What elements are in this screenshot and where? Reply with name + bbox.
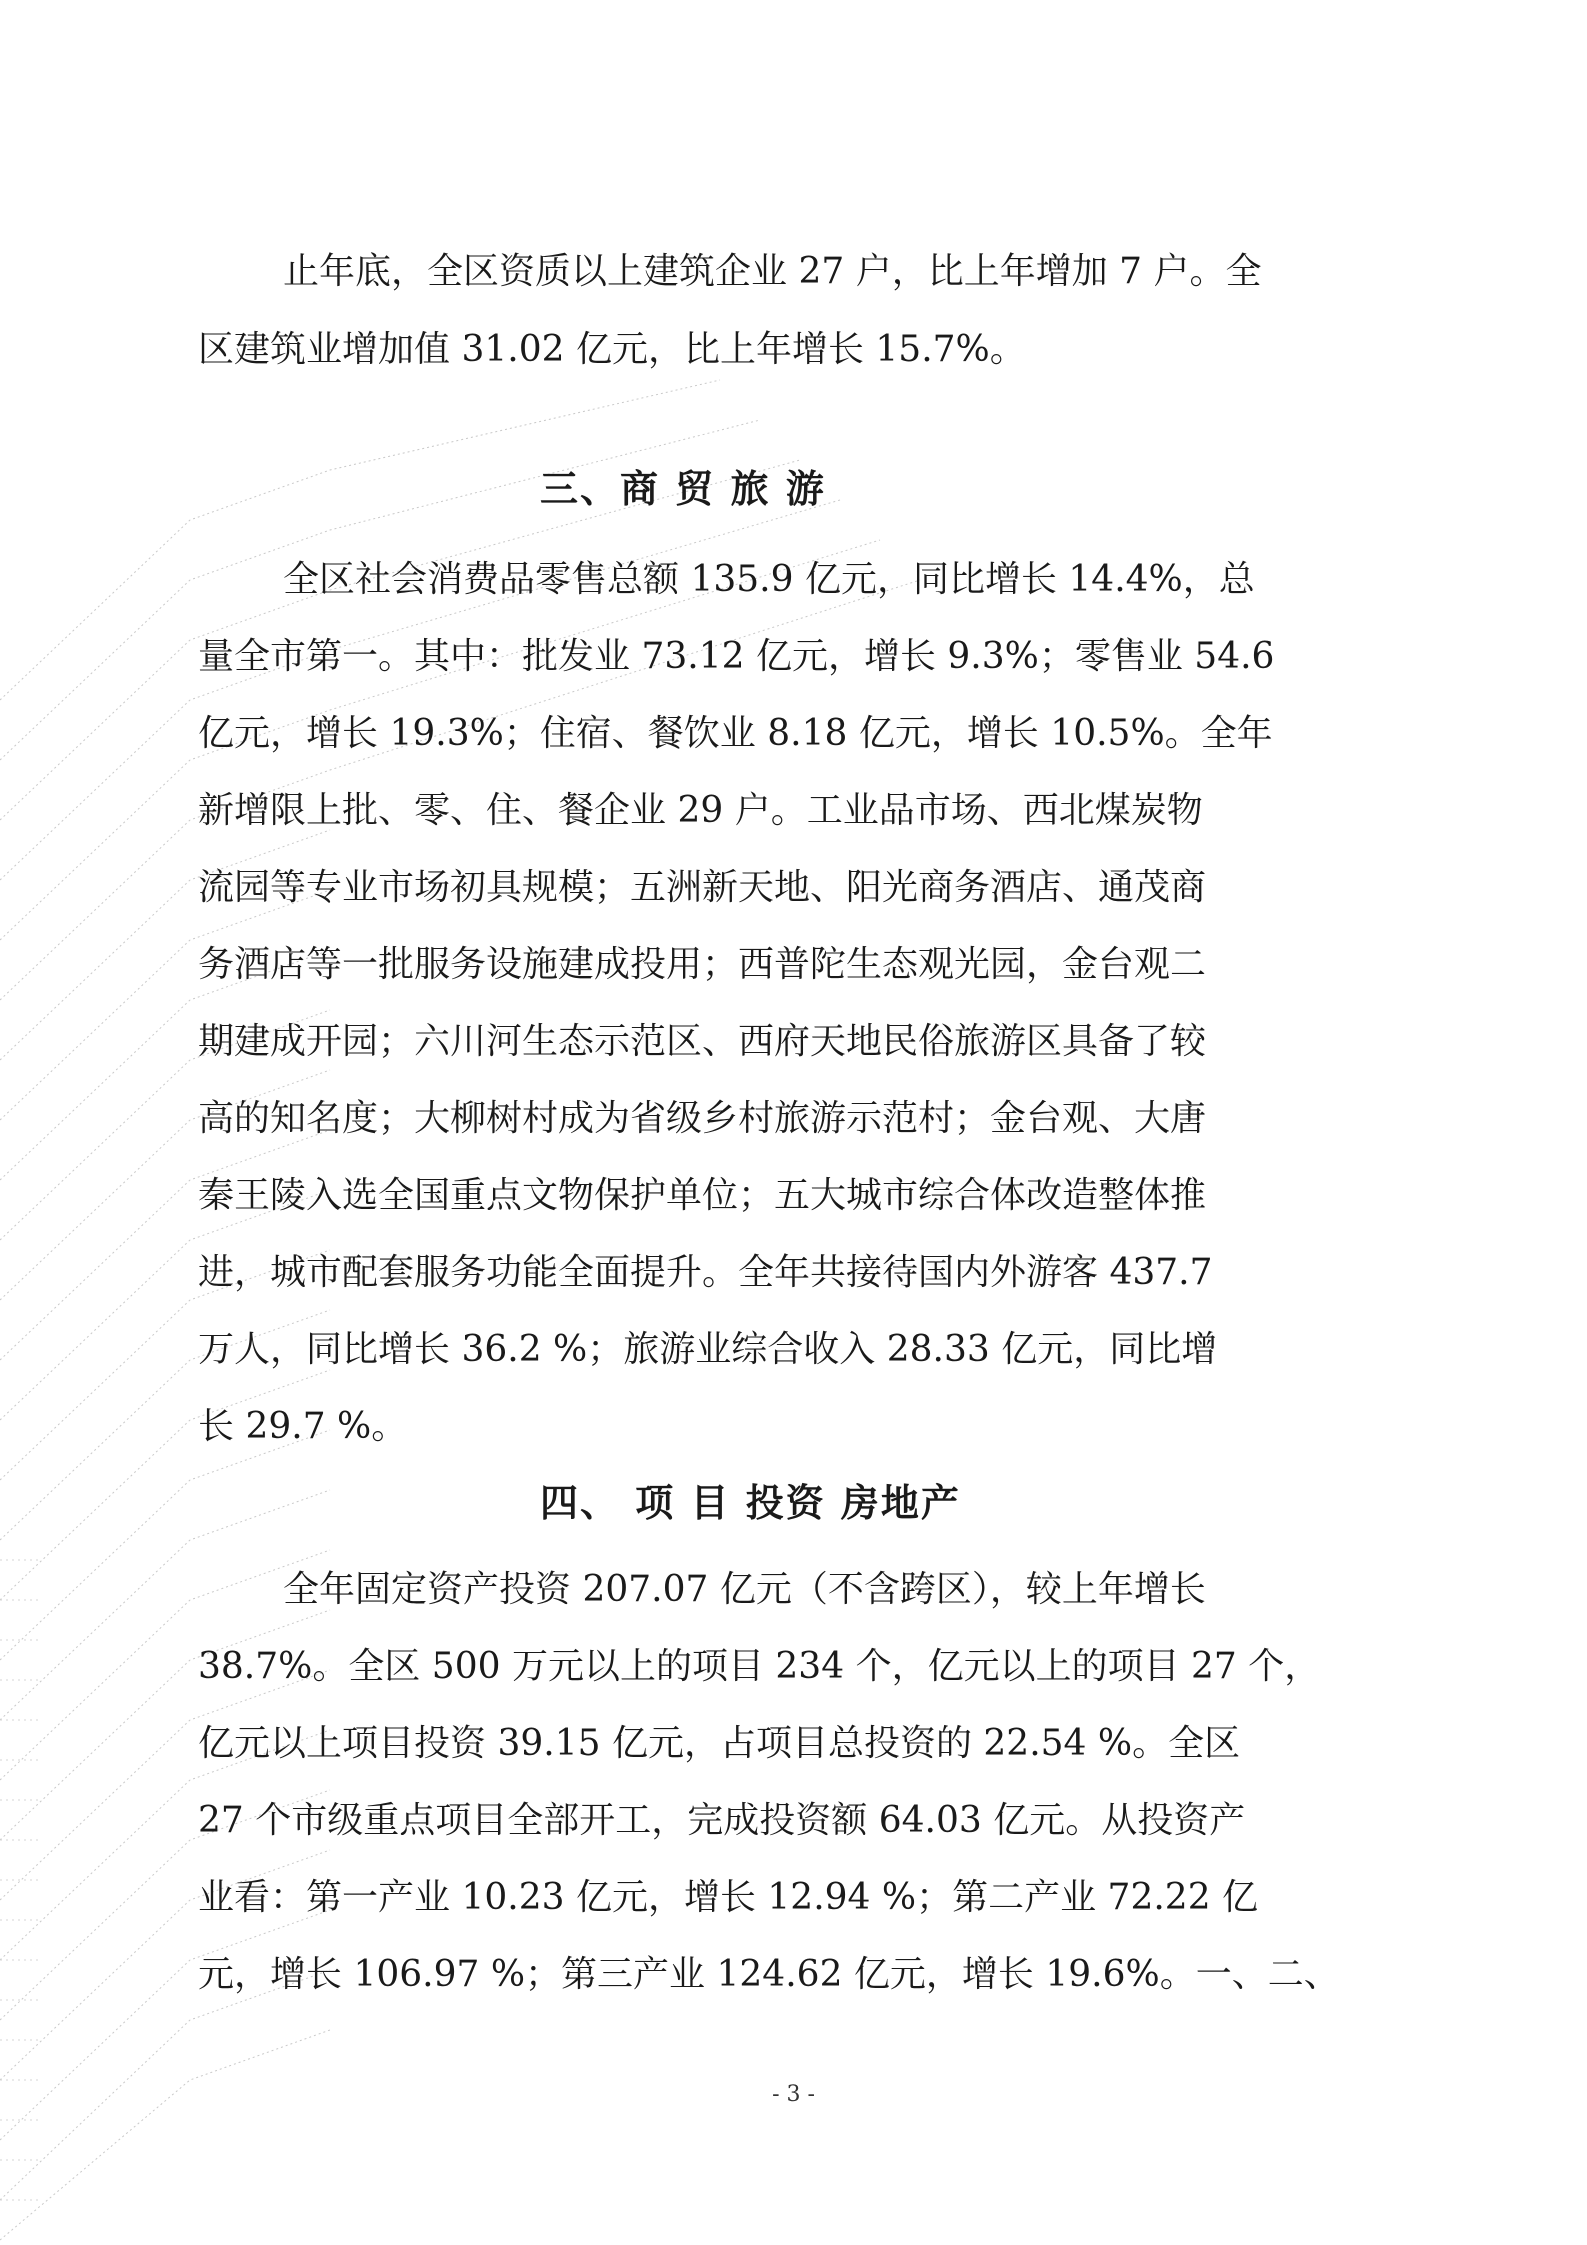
paragraph-line: 亿元，增长 19.3%；住宿、餐饮业 8.18 亿元，增长 10.5%。全年 <box>198 713 1273 754</box>
paragraph-line: 务酒店等一批服务设施建成投用；西普陀生态观光园，金台观二 <box>198 944 1207 985</box>
paragraph-line: 38.7%。全区 500 万元以上的项目 234 个，亿元以上的项目 27 个， <box>198 1646 1321 1687</box>
paragraph-line: 秦王陵入选全国重点文物保护单位；五大城市综合体改造整体推 <box>198 1175 1207 1216</box>
paragraph-line: 高的知名度；大柳树村成为省级乡村旅游示范村；金台观、大唐 <box>198 1098 1207 1139</box>
paragraph-line: 进，城市配套服务功能全面提升。全年共接待国内外游客 437.7 <box>198 1252 1213 1293</box>
paragraph-line: 流园等专业市场初具规模；五洲新天地、阳光商务酒店、通茂商 <box>198 867 1207 908</box>
paragraph-line: 新增限上批、零、住、餐企业 29 户。工业品市场、西北煤炭物 <box>198 790 1203 831</box>
paragraph-line: 业看：第一产业 10.23 亿元，增长 12.94 %；第二产业 72.22 亿 <box>198 1877 1259 1918</box>
section-heading-project-investment-realestate: 四、 项 目 投资 房地产 <box>540 1480 961 1525</box>
section-heading-commerce-tourism: 三、商 贸 旅 游 <box>540 466 826 511</box>
page-number: - 3 - <box>772 2082 815 2107</box>
paragraph-line: 量全市第一。其中：批发业 73.12 亿元，增长 9.3%；零售业 54.6 <box>198 636 1275 677</box>
paragraph-line: 全年固定资产投资 207.07 亿元（不含跨区），较上年增长 <box>283 1569 1206 1610</box>
paragraph-line: 止年底，全区资质以上建筑企业 27 户，比上年增加 7 户。全 <box>283 251 1262 292</box>
paragraph-line: 全区社会消费品零售总额 135.9 亿元，同比增长 14.4%，总 <box>283 559 1255 600</box>
paragraph-line: 区建筑业增加值 31.02 亿元，比上年增长 15.7%。 <box>198 329 1026 370</box>
paragraph-line: 长 29.7 %。 <box>198 1406 408 1447</box>
paragraph-line: 万人，同比增长 36.2 %；旅游业综合收入 28.33 亿元，同比增 <box>198 1329 1218 1370</box>
paragraph-line: 期建成开园；六川河生态示范区、西府天地民俗旅游区具备了较 <box>198 1021 1207 1062</box>
paragraph-line: 27 个市级重点项目全部开工，完成投资额 64.03 亿元。从投资产 <box>198 1800 1246 1841</box>
paragraph-line: 亿元以上项目投资 39.15 亿元，占项目总投资的 22.54 %。全区 <box>198 1723 1241 1764</box>
paragraph-line: 元，增长 106.97 %；第三产业 124.62 亿元，增长 19.6%。一、二、 <box>198 1954 1340 1995</box>
